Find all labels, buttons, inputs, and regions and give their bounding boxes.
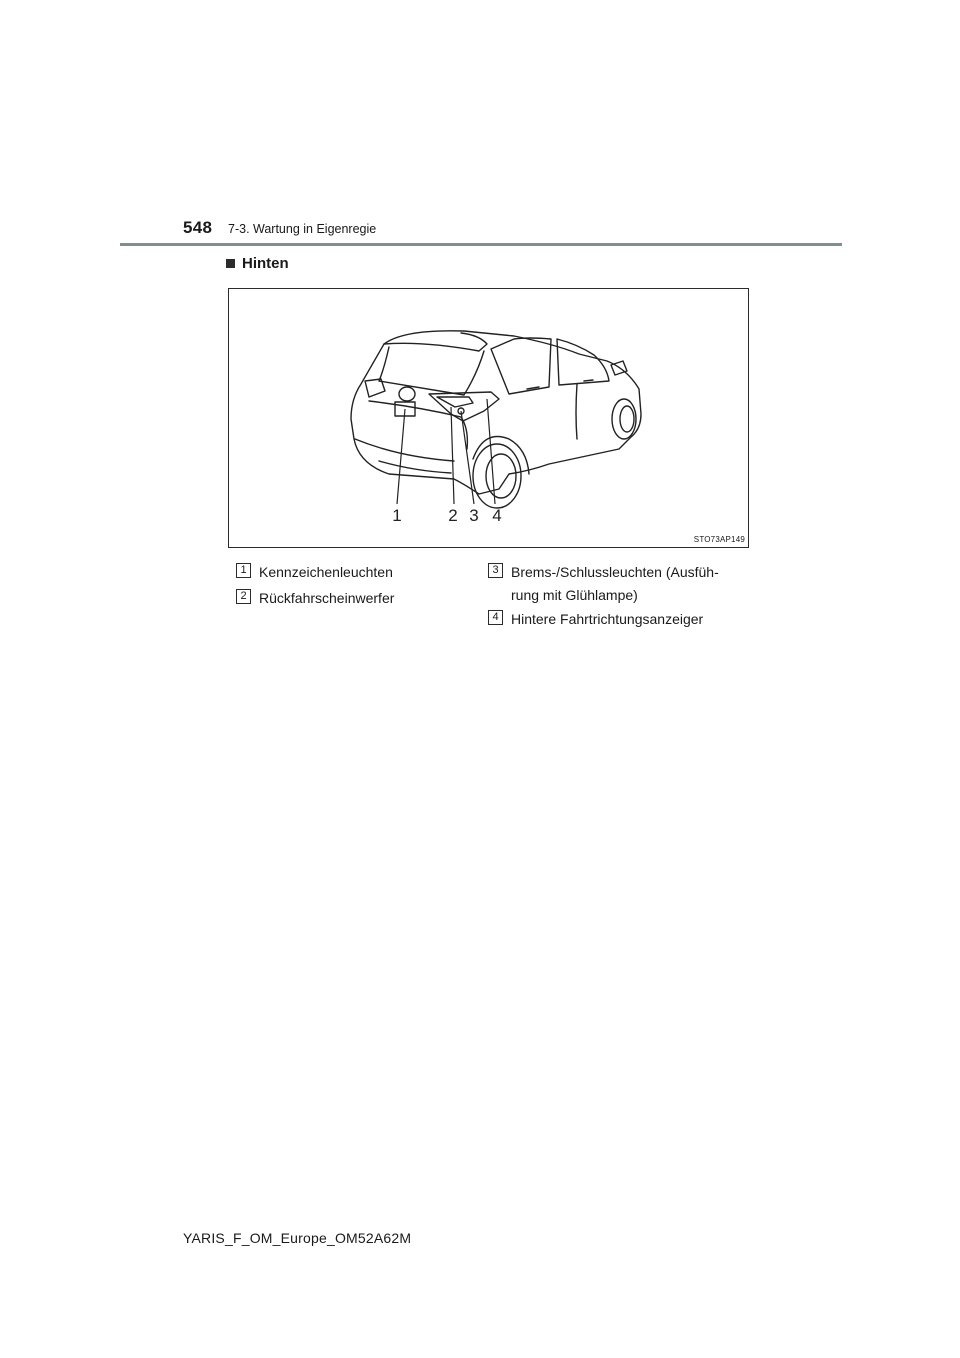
sub-heading xyxy=(226,255,289,272)
callout-2: 2 xyxy=(448,506,458,525)
leader-line-1 xyxy=(397,409,405,504)
section-title: 7-3. Wartung in Eigenregie xyxy=(228,222,377,236)
legend-item-4 xyxy=(488,608,746,631)
legend-number-3: 3 xyxy=(488,563,503,578)
rear-emblem xyxy=(399,387,415,401)
legend-number-4: 4 xyxy=(488,610,503,625)
left-tail-light xyxy=(365,379,385,397)
leader-line-3 xyxy=(461,411,474,504)
side-window-front xyxy=(557,339,609,385)
side-window-rear xyxy=(491,338,551,394)
page-number: 548 xyxy=(183,218,213,237)
legend-number-1: 1 xyxy=(236,563,251,578)
callout-4: 4 xyxy=(492,506,502,525)
legend-item-1 xyxy=(236,561,494,584)
figure-id-label: STO73AP149 xyxy=(693,535,745,544)
legend-text-2: Rückfahrscheinwerfer xyxy=(259,590,395,606)
rear-window xyxy=(384,333,487,351)
figure-frame xyxy=(228,288,749,548)
sub-heading-text: Hinten xyxy=(242,255,289,272)
heading-square-bullet xyxy=(226,259,235,268)
rear-wheel xyxy=(473,444,521,508)
callout-1: 1 xyxy=(392,506,402,525)
leader-line-2 xyxy=(451,407,454,504)
footer-document-id: YARIS_F_OM_Europe_OM52A62M xyxy=(183,1230,412,1246)
legend-item-2 xyxy=(236,587,494,610)
front-wheel xyxy=(612,399,636,439)
legend-text-1: Kennzeichenleuchten xyxy=(259,564,393,580)
legend-text-3: Brems-/Schlussleuchten (Ausfüh-rung mit Glühlampe) xyxy=(511,564,719,603)
car-rear-illustration xyxy=(229,289,748,547)
legend-text-4: Hintere Fahrtrichtungsanzeiger xyxy=(511,611,704,627)
rear-bumper xyxy=(355,439,454,461)
header-rule xyxy=(120,243,842,246)
callout-3: 3 xyxy=(469,506,479,525)
legend-item-3 xyxy=(488,561,746,607)
legend-number-2: 2 xyxy=(236,589,251,604)
